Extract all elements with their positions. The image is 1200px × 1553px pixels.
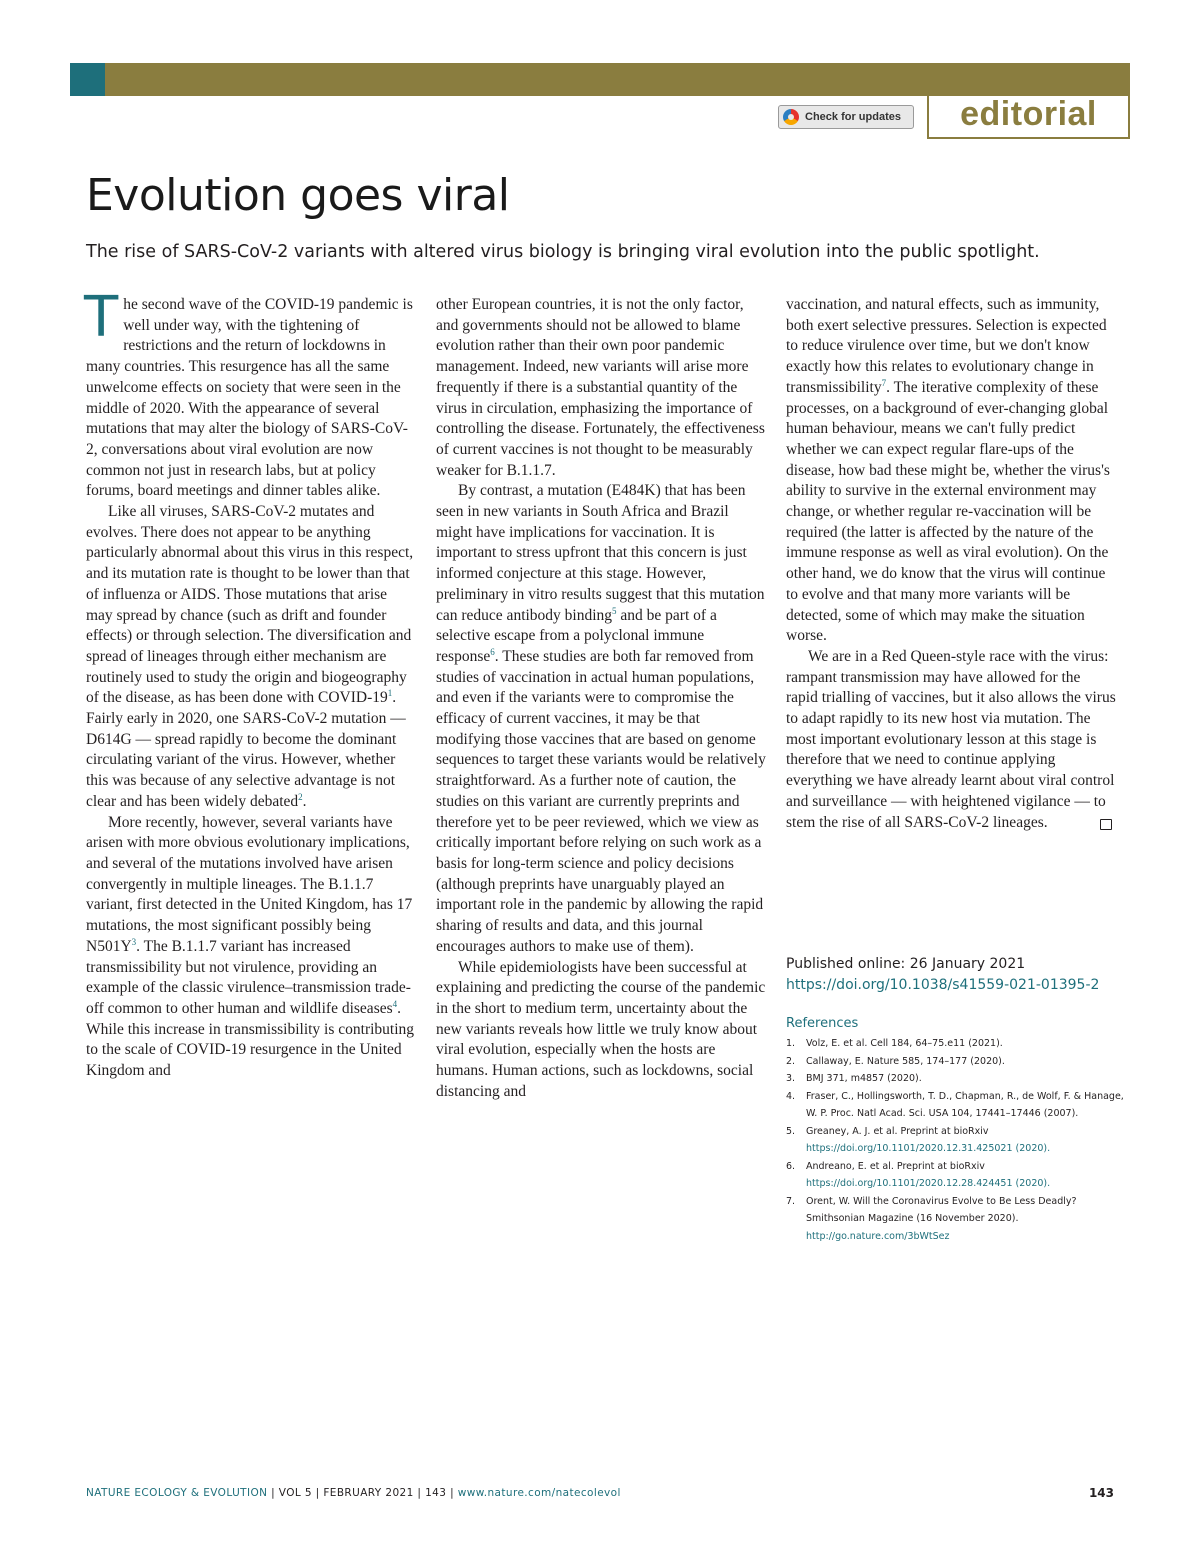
reference-link[interactable]: http://go.nature.com/3bWtSez xyxy=(806,1230,950,1242)
references-heading: References xyxy=(786,1016,859,1031)
doi-link[interactable]: https://doi.org/10.1038/s41559-021-01395-2 xyxy=(786,977,1100,993)
paragraph: By contrast, a mutation (E484K) that has been seen in new variants in South Africa and Brazil might have implications for vaccination. It is important to stress upfront that this concern is just informed conjecture at this stage. However, preliminary in vitro results suggest that this mutation can reduce antibody binding$^5$ and be part of a selective escape from a polyclonal immune response$^6$. These studies are both far removed from studies of vaccination in actual human populations, and even if the variants were to compromise the efficacy of current vaccines, it may be that modifying those vaccines that are based on genome sequences to target these variants would be relatively straightforward. As a further note of caution, the studies on this variant are currently preprints and therefore yet to be peer reviewed, which we view as critically important before relying on such work as a basis for long-term science and policy decisions (although preprints have unarguably played an important role in the pandemic by allowing the rapid sharing of results and data, and this journal encourages authors to make use of them). xyxy=(436,482,766,955)
citation-link[interactable]: 2 xyxy=(298,791,303,802)
reference-number: 6. xyxy=(786,1160,796,1172)
reference-text: Callaway, E. Nature 585, 174–177 (2020). xyxy=(806,1055,1005,1067)
reference-item xyxy=(786,1035,1126,1053)
paragraph: The second wave of the COVID-19 pandemic is well under way, with the tightening of restrictions and the return of lockdowns in many countries. This resurgence has all the same unwelcome effects on society that were seen in the middle of 2020. With the appearance of several mutations that may alter the biology of SARS-CoV-2, conversations about viral evolution are now common not just in research labs, but at policy forums, board meetings and dinner tables alike. xyxy=(84,285,413,500)
reference-item xyxy=(786,1088,1126,1123)
reference-link[interactable]: https://doi.org/10.1101/2020.12.31.425021 (2020). xyxy=(806,1143,1051,1154)
citation-link[interactable]: 3 xyxy=(131,936,137,947)
citation-link[interactable]: 6 xyxy=(490,646,495,657)
reference-number: 3. xyxy=(786,1073,796,1084)
reference-number: 7. xyxy=(786,1195,796,1207)
paragraph: While epidemiologists have been successful at explaining and predicting the course of the pandemic in the short to medium term, uncertainty about the new variants reveals how little we truly know about viral evolution, especially when the hosts are humans. Human actions, such as lockdowns, social distancing and xyxy=(436,958,766,1100)
article-title: Evolution goes viral xyxy=(86,170,510,221)
paragraph: Like all viruses, SARS-CoV-2 mutates and evolves. There does not appear to be anything particularly abnormal about this virus in this respect, and its mutation rate is thought to be lower than that of influenza or AIDS. Those mutations that arise may spread by chance (such as drift and founder effects) or through selection. The diversification and spread of lineages through either mechanism are routinely used to study the origin and biogeography of the disease, as has been done with COVID-$19^1$. Fairly early in 2020, one SARS-CoV-2 mutation — D614G — spread rapidly to become the dominant circulating variant of the virus. However, whether this was because of any selective advantage is not clear and has been widely debated$^2$. xyxy=(86,503,414,810)
reference-link[interactable]: https://doi.org/10.1101/2020.12.28.424451 (2020). xyxy=(806,1178,1051,1189)
paragraph: We are in a Red Queen-style race with the virus: rampant transmission may have allowed for the rapid trialling of vaccines, but it also allows the virus to adapt rapidly to its new host via mutation. The most important evolutionary lesson at this stage is therefore that we need to continue applying everything we have already learnt about viral control and surveillance — with heightened vigilance — to stem the rise of all SARS-CoV-2 lineages. xyxy=(786,647,1116,831)
end-of-article-icon xyxy=(1100,819,1112,830)
body-column-3 xyxy=(786,295,1116,833)
published-date: Published online: 26 January 2021 xyxy=(786,956,1026,972)
reference-text: BMJ 371, m4857 (2020). xyxy=(806,1073,922,1084)
citation-link[interactable]: 7 xyxy=(881,377,887,388)
reference-item xyxy=(786,1123,1126,1158)
reference-text: Fraser, C., Hollingsworth, T. D., Chapman, R., de Wolf, F. & Hanage, W. P. Proc. Natl Acad. Sci. USA 104, 17441–17446 (2007). xyxy=(806,1090,1124,1119)
reference-number: 4. xyxy=(786,1090,796,1102)
header-accent-square xyxy=(70,63,105,96)
paragraph: More recently, however, several variants have arisen with more obvious evolutionary implications, and several of the mutations involved have arisen convergently in multiple lineages. The B.1.1.7 variant, first detected in the United Kingdom, has 17 mutations, the most significant possibly being $N501Y^3$. The B.1.1.7 variant has increased transmissibility but not virulence, providing an example of the classic virulence–transmission trade-off common to other human and wildlife diseases$^4$. While this increase in transmissibility is contributing to the scale of COVID-19 resurgence in the United Kingdom and xyxy=(86,813,415,1080)
crossmark-icon xyxy=(783,109,799,125)
reference-text: Volz, E. et al. Cell 184, 64–75.e11 (2021). xyxy=(806,1038,1003,1049)
check-for-updates-label: Check for updates xyxy=(805,111,901,123)
check-for-updates-button[interactable] xyxy=(778,105,914,129)
paragraph: other European countries, it is not the only factor, and governments should not be allowed to blame evolution rather than their own poor pandemic management. Indeed, new variants will arise more frequently if there is a substantial quantity of the virus in circulation, emphasizing the importance of controlling the disease. Fortunately, the effectiveness of current vaccines is not thought to be measurably weaker for B.1.1.7. xyxy=(436,296,765,479)
page-number: 143 xyxy=(1088,1486,1114,1500)
reference-item xyxy=(786,1070,1126,1088)
footer-citation xyxy=(86,1487,621,1499)
citation-link[interactable]: 4 xyxy=(392,998,398,1009)
section-label-box xyxy=(927,96,1130,139)
reference-item xyxy=(786,1053,1126,1071)
reference-number: 2. xyxy=(786,1055,796,1067)
section-label: editorial xyxy=(960,95,1097,133)
reference-number: 1. xyxy=(786,1038,796,1049)
footer-journal-name: NATURE ECOLOGY & EVOLUTION xyxy=(86,1487,268,1499)
reference-item xyxy=(786,1193,1126,1246)
reference-text: Orent, W. Will the Coronavirus Evolve to Be Less Deadly? Smithsonian Magazine (16 November 2020). xyxy=(806,1195,1077,1224)
footer-issue-details: | VOL 5 | FEBRUARY 2021 | 143 | xyxy=(267,1487,458,1499)
reference-text: Greaney, A. J. et al. Preprint at bioRxiv xyxy=(806,1125,989,1137)
header-bar xyxy=(70,63,1130,96)
citation-link[interactable]: 1 xyxy=(387,688,393,699)
references-list xyxy=(786,1035,1126,1245)
drop-cap: T xyxy=(84,285,119,350)
footer-url-link[interactable]: www.nature.com/natecolevol xyxy=(457,1487,621,1499)
body-column-2 xyxy=(436,295,766,1102)
reference-number: 5. xyxy=(786,1125,796,1137)
references-section xyxy=(786,1016,1126,1245)
body-column-1 xyxy=(84,285,416,1082)
citation-link[interactable]: 5 xyxy=(612,605,617,616)
reference-item xyxy=(786,1158,1126,1193)
publication-info xyxy=(786,954,1126,996)
article-standfirst: The rise of SARS-CoV-2 variants with altered virus biology is bringing viral evolution into the public spotlight. xyxy=(86,242,1040,262)
reference-text: Andreano, E. et al. Preprint at bioRxiv xyxy=(806,1160,985,1172)
paragraph: vaccination, and natural effects, such as immunity, both exert selective pressures. Selection is expected to reduce virulence over time, but we don't know exactly how this relates to evolutionary change in transmissibility$^7$. The iterative complexity of these processes, on a background of ever-changing global human behaviour, means we can't fully predict whether we can expect regular flare-ups of the disease, how bad these might be, whether the virus's ability to survive in the external environment may change, or whether regular re-vaccination will be required (the latter is affected by the nature of the immune response as well as viral evolution). On the other hand, we do know that the virus will continue to evolve and that many more variants will be detected, some of which may make the situation worse. xyxy=(786,296,1110,645)
